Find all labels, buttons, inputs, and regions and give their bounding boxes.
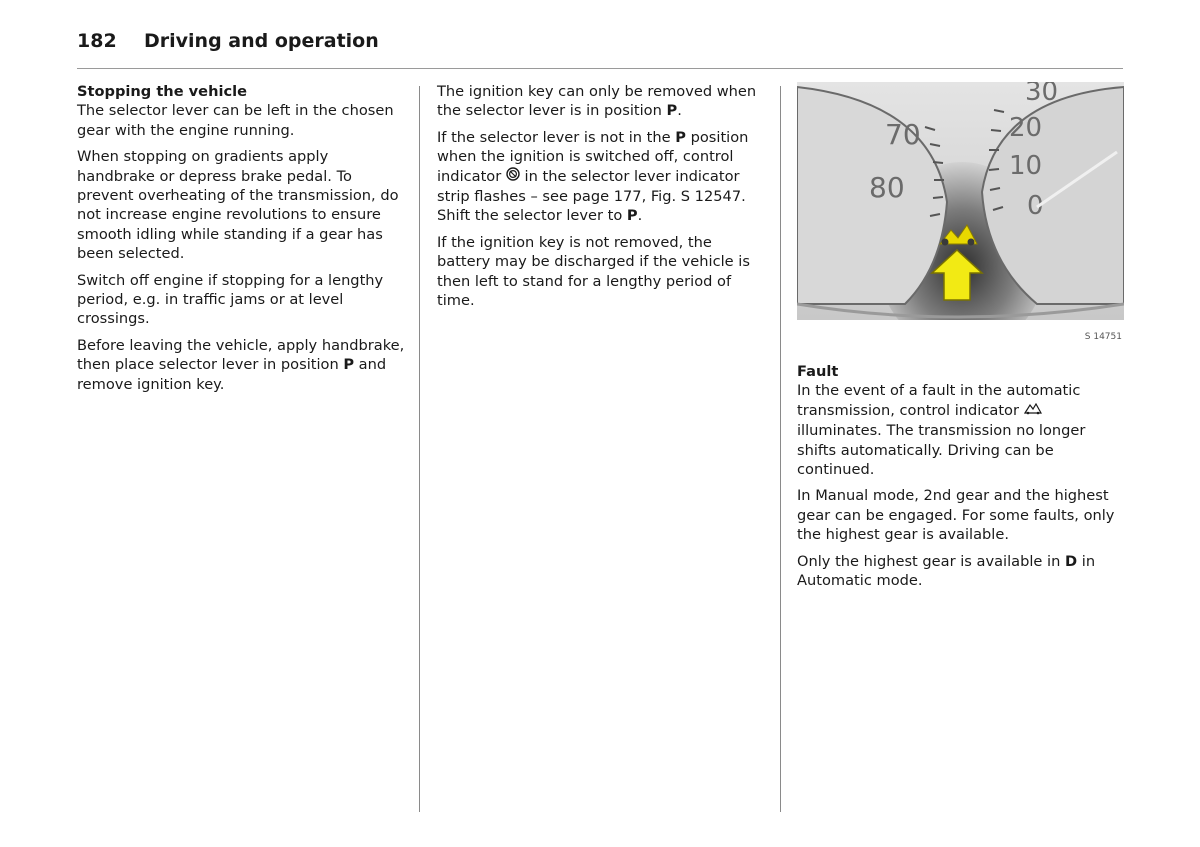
page-title: Driving and operation bbox=[144, 30, 379, 52]
transmission-fault-icon bbox=[1024, 402, 1042, 421]
paragraph: The ignition key can only be removed when the selector lever is in position P. bbox=[437, 83, 757, 120]
column-2 bbox=[437, 82, 767, 317]
paragraph: Only the highest gear is available in D in Automatic mode. bbox=[797, 552, 1096, 590]
cluster-illustration bbox=[797, 82, 1124, 344]
page-number: 182 bbox=[77, 30, 117, 52]
paragraph: If the selector lever is not in the P position when the ignition is switched off, control indicator in the selector lever indicator strip flashes – see page 177, Fig. S 12547. Shift the selector lever to P. bbox=[437, 128, 749, 225]
rpm-label: 10 bbox=[1009, 151, 1043, 181]
instrument-cluster-figure bbox=[797, 82, 1124, 344]
speed-label: 70 bbox=[885, 118, 921, 151]
section-heading-fault: Fault bbox=[797, 363, 839, 380]
figure-code: S 14751 bbox=[1084, 332, 1122, 342]
paragraph: The selector lever can be left in the chosen gear with the engine running. bbox=[77, 102, 394, 139]
paragraph: In the event of a fault in the automatic transmission, control indicator illuminates. The transmission no longer shifts automatically. Driving can be continued. bbox=[797, 382, 1086, 479]
rpm-label: 20 bbox=[1009, 113, 1043, 143]
page-header bbox=[77, 30, 1123, 69]
paragraph: Before leaving the vehicle, apply handbrake, then place selector lever in position P and remove ignition key. bbox=[77, 336, 405, 393]
paragraph: Switch off engine if stopping for a lengthy period, e.g. in traffic jams or at level crossings. bbox=[77, 271, 384, 328]
rpm-label: 30 bbox=[1025, 82, 1059, 107]
paragraph: If the ignition key is not removed, the battery may be discharged if the vehicle is then left to stand for a lengthy period of time. bbox=[437, 233, 750, 310]
column-1 bbox=[77, 82, 407, 401]
paragraph: In Manual mode, 2nd gear and the highest gear can be engaged. For some faults, only the highest gear is available. bbox=[797, 487, 1115, 544]
selector-indicator-icon bbox=[506, 167, 520, 187]
column-3 bbox=[797, 362, 1127, 597]
column-divider bbox=[419, 86, 420, 812]
rpm-label: 0 bbox=[1027, 191, 1044, 221]
column-divider bbox=[780, 86, 781, 812]
paragraph: When stopping on gradients apply handbrake or depress brake pedal. To prevent overheating of the transmission, do not increase engine revolutions to ensure smooth idling while standing if a gear has been selected. bbox=[77, 148, 399, 263]
section-heading-stopping: Stopping the vehicle bbox=[77, 83, 248, 100]
speed-label: 80 bbox=[869, 171, 905, 204]
